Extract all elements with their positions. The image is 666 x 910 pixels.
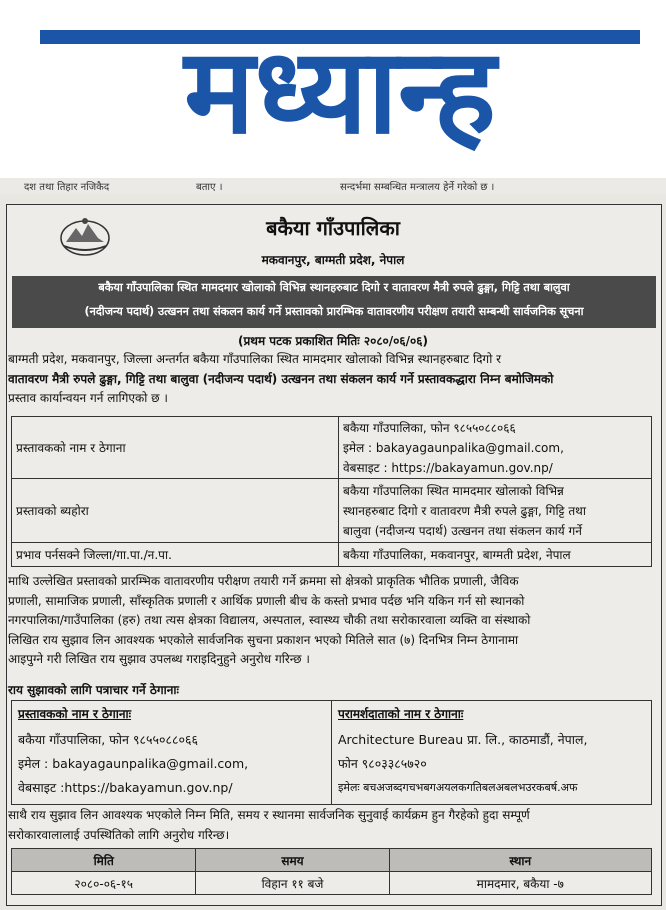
time-header: समय: [196, 849, 389, 872]
proponent-value-line: बकैया गाँउपालिका, फोन ९८५५०८८०६६: [343, 420, 516, 435]
place-header: स्थान: [389, 849, 651, 872]
body-line: माथि उल्लेखित प्रस्तावको प्रारम्भिक वातावरणीय परीक्षण तयारी गर्ने क्रममा सो क्षेत्रको प्राकृतिक भौतिक प्रणाली, जैविक: [8, 574, 519, 588]
masthead: [0, 0, 666, 178]
consultant-phone: फोन ९८०३३८५७२०: [338, 756, 427, 771]
newspaper-clipping: [0, 178, 666, 910]
consultant-name: Architecture Bureau प्रा. लि., काठमाडौं, नेपाल,: [338, 732, 588, 747]
intro-line-2: वातावरण मैत्री रुपले ढुङ्गा, गिट्टि तथा बालुवा (नदीजन्य पदार्थ) उत्खनन तथा संकलन कार्य गर्ने प्रस्तावकद्धारा निम्न बमोजिमको: [8, 371, 554, 386]
affected-area-value: बकैया गाँउपालिका, मकवानपुर, बाग्मती प्रदेश, नेपाल: [339, 543, 652, 567]
body-line: आइपुग्ने गरी लिखित राय सुझाव उपलब्ध गराइदिनुहुने अनुरोध गरिन्छ ।: [8, 652, 310, 666]
intro-paragraph: [8, 350, 658, 409]
intro-line-1: बाग्मती प्रदेश, मकवानपुर, जिल्ला अन्तर्गत बकैया गाँउपालिका स्थित मामदमार खोलाको विभिन्न स्थानहरुबाट दिगो र: [8, 352, 502, 366]
strip-text-left: दश तथा तिहार नजिकैद: [24, 182, 110, 193]
body-line: लिखित राय सुझाव लिन आवश्यक भएकोले सार्वजनिक सुचना प्रकाशन भएको मितिले सात (७) दिनभित्र निम्न ठेगानामा: [8, 632, 519, 647]
subject-line: बकैया गाँउपालिका स्थित मामदमार खोलाको विभिन्न: [343, 483, 564, 498]
masthead-logo: [40, 2, 640, 152]
intro-line-3: प्रस्ताव कार्यान्वयन गर्न लागिएको छ ।: [8, 391, 168, 405]
hearing-place: मामदमार, बकैया -७: [389, 872, 651, 895]
hearing-schedule-table: [11, 848, 652, 895]
strip-text-middle: बताए ।: [196, 182, 223, 193]
hearing-note-line: सरोकारवालालाई उपस्थितिको लागि अनुरोध गरिन्छ।: [8, 827, 230, 842]
affected-area-label: प्रभाव पर्नसक्ने जिल्ला/गा.पा./न.पा.: [12, 543, 339, 567]
proponent-contact-heading: प्रस्तावकको नाम र ठेगानाः: [18, 707, 132, 721]
strip-text-right: सन्दर्भमा सम्बन्धित मन्त्रालय हेर्ने गरेको छ ।: [340, 182, 495, 193]
headline-line-2: (नदीजन्य पदार्थ) उत्खनन तथा संकलन कार्य गर्ने प्रस्तावको प्रारम्भिक वातावरणीय परीक्षण तयारी सम्बन्धी सार्वजनिक सूचना: [84, 305, 584, 318]
proponent-value: [339, 417, 652, 479]
proponent-label: प्रस्तावकको नाम र ठेगाना: [12, 417, 339, 479]
publish-date: (प्रथम पटक प्रकाशित मितिः २०८०/०६/०६): [237, 334, 429, 348]
consultant-contact-heading: परामर्शदाताको नाम र ठेगानाः: [338, 707, 464, 721]
org-address: मकवानपुर, बाग्मती प्रदेश, नेपाल: [261, 253, 405, 267]
hearing-note: [8, 806, 530, 845]
proposal-subject-value: [339, 479, 652, 543]
masthead-title: मध्यान्ह: [184, 22, 496, 152]
proposal-subject-label: प्रस्तावको ब्यहोरा: [12, 479, 339, 543]
consultant-contact: [332, 701, 652, 805]
date-header: मिति: [12, 849, 196, 872]
proponent-contact-email: इमेल : bakayagaunpalika@gmail.com,: [18, 756, 249, 771]
body-paragraph: [8, 572, 660, 670]
body-line: प्रणाली, सामाजिक प्रणाली, साँस्कृतिक प्रणाली र आर्थिक प्रणाली बीच के कस्तो प्रभाव पर्दछ भनि यकिन गर्न सो स्थानको: [8, 593, 525, 608]
subject-line: स्थानहरुबाट दिगो र वातावरण मैत्री रुपले ढुङ्गा, गिट्टि तथा: [343, 503, 586, 518]
proponent-contact-website: वेबसाइट :https://bakayamun.gov.np/: [18, 780, 233, 795]
table-header-row: [12, 849, 652, 872]
headline-line-1: बकैया गाँउपालिका स्थित मामदमार खोलाको विभिन्न स्थानहरुबाट दिगो र वातावरण मैत्री रुपले ढुङ्गा, गिट्टि तथा बालुवा: [98, 281, 570, 294]
proponent-website: वेबसाइट : https://bakayamun.gov.np/: [343, 460, 553, 475]
table-row: [12, 872, 652, 895]
hearing-time: विहान ११ बजे: [196, 872, 389, 895]
org-name: बकैया गाँउपालिका: [266, 216, 400, 240]
proponent-email: इमेल : bakayagaunpalika@gmail.com,: [343, 440, 564, 455]
consultant-email: इमेलः बचअजब्दगचभबगअयलकगतिबलअबलभउरकबर्ष.अफ: [338, 781, 578, 794]
table-row: [12, 479, 652, 543]
hearing-note-line: साथै राय सुझाव लिन आवश्यक भएकोले निम्न मिति, समय र स्थानमा सार्वजनिक सुनुवाई कार्यक्रम हुन गैरहेको हुदा सम्पूर्ण: [8, 808, 530, 822]
table-row: [12, 417, 652, 479]
proponent-contact: [12, 701, 332, 805]
hearing-date: २०८०-०६-१५: [12, 872, 196, 895]
table-row: [12, 701, 652, 805]
proposal-info-table: [11, 416, 652, 567]
table-row: [12, 543, 652, 567]
body-line: नगरपालिका/गाउँपालिका (हरु) तथा त्यस क्षेत्रका विद्यालय, अस्पताल, स्वास्थ्य चौकी तथा सरोकारवाला व्यक्ति वा संस्थाको: [8, 613, 531, 627]
previous-article-strip: [0, 178, 666, 194]
notice-headline: [12, 276, 656, 328]
suggestion-heading: राय सुझावको लागि पत्राचार गर्ने ठेगानाः: [8, 683, 179, 697]
subject-line: बालुवा (नदीजन्य पदार्थ) उत्खनन तथा संकलन कार्य गर्ने: [343, 523, 582, 538]
contacts-table: [11, 700, 652, 805]
proponent-contact-phone: बकैया गाँउपालिका, फोन ९८५५०८८०६६: [18, 732, 198, 747]
